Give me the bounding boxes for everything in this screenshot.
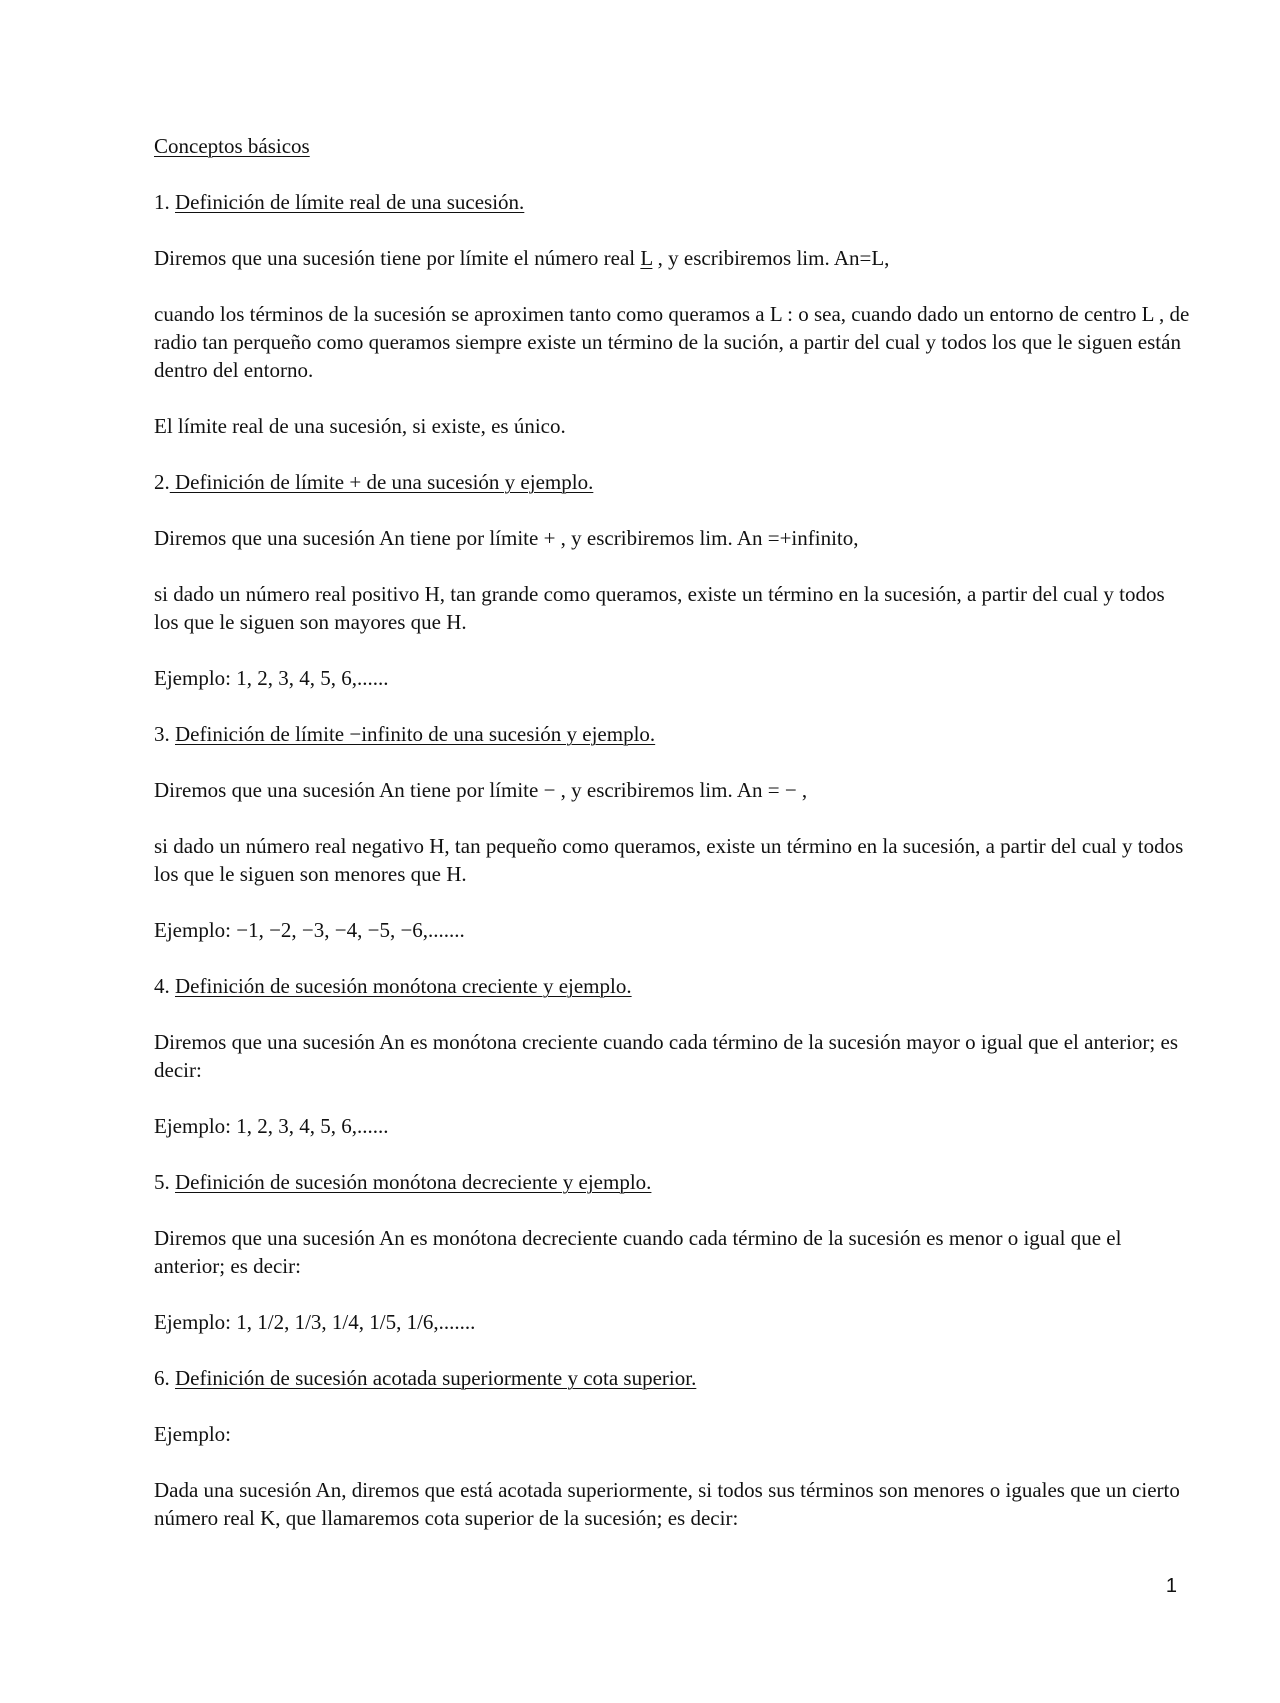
section-5-example: Ejemplo: 1, 1/2, 1/3, 1/4, 1/5, 1/6,....... (154, 1310, 476, 1334)
section-number: 3. (154, 722, 170, 746)
section-1-paragraph: Diremos que una sucesión tiene por límite el número real L , y escribiremos lim. An=L, (154, 246, 890, 270)
section-title: Definición de límite −infinito de una sucesión y ejemplo. (175, 722, 656, 746)
section-3-paragraph: Diremos que una sucesión An tiene por límite − , y escribiremos lim. An = − , (154, 778, 808, 802)
section-2-paragraph: Diremos que una sucesión An tiene por límite + , y escribiremos lim. An =+infinito, (154, 526, 859, 550)
section-2-example: Ejemplo: 1, 2, 3, 4, 5, 6,...... (154, 666, 389, 690)
document-title: Conceptos básicos (154, 134, 310, 158)
section-6-heading (154, 1364, 1194, 1392)
section-1-heading (154, 188, 1194, 216)
section-5-paragraph: Diremos que una sucesión An es monótona decreciente cuando cada término de la sucesión es menor o igual que el anterior; es decir: (154, 1226, 1122, 1278)
page-number: 1 (1165, 1575, 1177, 1597)
document-body (154, 132, 1194, 1560)
section-2-heading (154, 468, 1194, 496)
section-4-example: Ejemplo: 1, 2, 3, 4, 5, 6,...... (154, 1114, 389, 1138)
section-number: 2. (154, 470, 170, 494)
section-title: Definición de límite real de una sucesión. (175, 190, 525, 214)
section-4-paragraph: Diremos que una sucesión An es monótona creciente cuando cada término de la sucesión mayor o igual que el anterior; es decir: (154, 1030, 1178, 1082)
section-title: Definición de sucesión monótona creciente y ejemplo. (175, 974, 632, 998)
section-5-heading (154, 1168, 1194, 1196)
section-6-example: Ejemplo: (154, 1422, 231, 1446)
section-title: Definición de sucesión acotada superiormente y cota superior. (175, 1366, 697, 1390)
section-number: 6. (154, 1366, 170, 1390)
section-title: Definición de límite + de una sucesión y ejemplo. (169, 470, 594, 494)
section-number: 4. (154, 974, 170, 998)
section-3-example: Ejemplo: −1, −2, −3, −4, −5, −6,....... (154, 918, 465, 942)
section-number: 5. (154, 1170, 170, 1194)
section-4-heading (154, 972, 1194, 1000)
section-3-paragraph: si dado un número real negativo H, tan pequeño como queramos, existe un término en la sucesión, a partir del cual y todos los que le siguen son menores que H. (154, 834, 1184, 886)
limit-symbol: L (640, 246, 653, 270)
section-2-paragraph: si dado un número real positivo H, tan grande como queramos, existe un término en la sucesión, a partir del cual y todos los que le siguen son mayores que H. (154, 582, 1165, 634)
section-1-paragraph: cuando los términos de la sucesión se aproximen tanto como queramos a L : o sea, cuando dado un entorno de centro L , de radio tan perqueño como queramos siempre existe un término de la sución, a partir del cual y todos los que le siguen están dentro del entorno. (154, 302, 1190, 382)
section-number: 1. (154, 190, 170, 214)
section-1-paragraph: El límite real de una sucesión, si existe, es único. (154, 414, 566, 438)
section-3-heading (154, 720, 1194, 748)
section-6-paragraph: Dada una sucesión An, diremos que está acotada superiormente, si todos sus términos son menores o iguales que un cierto número real K, que llamaremos cota superior de la sucesión; es decir: (154, 1478, 1180, 1530)
section-title: Definición de sucesión monótona decreciente y ejemplo. (175, 1170, 652, 1194)
